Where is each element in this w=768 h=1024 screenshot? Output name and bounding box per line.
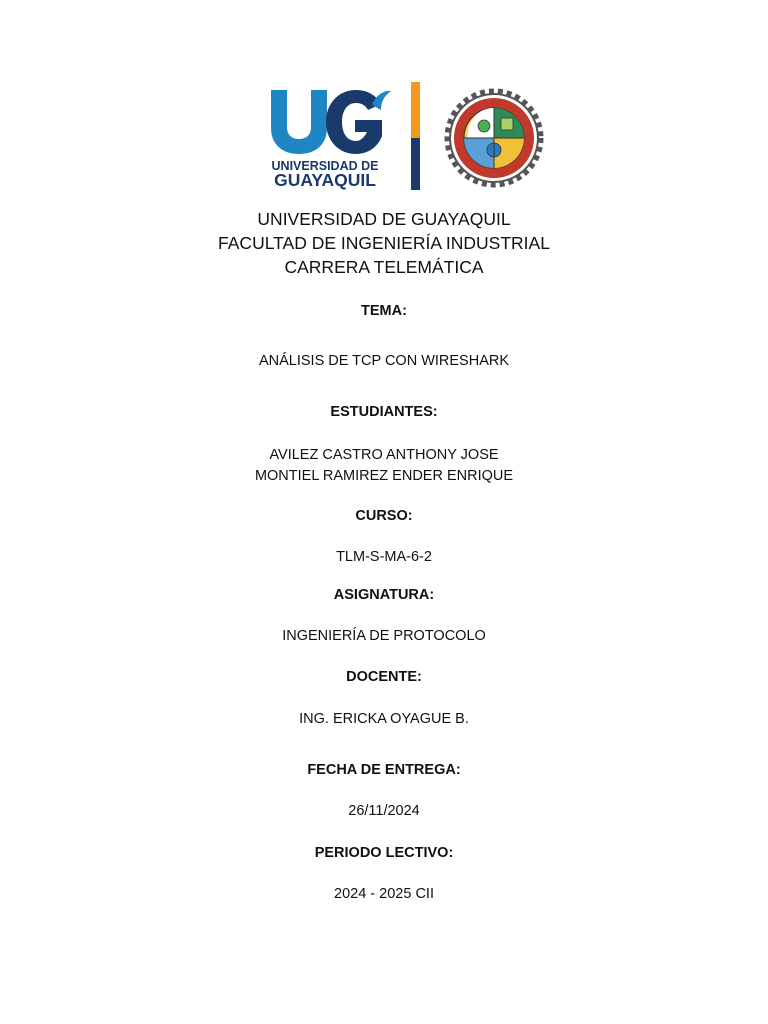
- tema-label: TEMA:: [361, 303, 407, 319]
- logo-divider: [411, 82, 420, 190]
- asignatura-label: ASIGNATURA:: [333, 587, 435, 603]
- student-name: MONTIEL RAMIREZ ENDER ENRIQUE: [254, 468, 514, 484]
- ug-u-letter: [271, 90, 327, 154]
- ug-swoosh: [372, 91, 391, 110]
- logos-header: [268, 80, 548, 192]
- student-name: AVILEZ CASTRO ANTHONY JOSE: [269, 447, 499, 463]
- docente-value: ING. ERICKA OYAGUE B.: [299, 711, 469, 727]
- institution-header: [0, 207, 768, 279]
- fecha-label: FECHA DE ENTREGA:: [307, 762, 461, 778]
- docente-label: DOCENTE:: [346, 669, 422, 685]
- curso-value: TLM-S-MA-6-2: [336, 549, 432, 565]
- tema-value: ANÁLISIS DE TCP CON WIRESHARK: [258, 353, 510, 369]
- faculty-name: FACULTAD DE INGENIERÍA INDUSTRIAL: [218, 233, 550, 253]
- periodo-value: 2024 - 2025 CII: [334, 886, 434, 902]
- periodo-label: PERIODO LECTIVO:: [314, 845, 454, 861]
- ug-g-letter: [326, 90, 382, 154]
- asignatura-value: INGENIERÍA DE PROTOCOLO: [282, 628, 486, 644]
- university-name: UNIVERSIDAD DE GUAYAQUIL: [257, 209, 511, 229]
- curso-label: CURSO:: [355, 508, 413, 524]
- estudiantes-label: ESTUDIANTES:: [330, 404, 438, 420]
- university-logo: [268, 80, 408, 192]
- ug-logo-line2: GUAYAQUIL: [274, 170, 376, 190]
- ug-logo-line1: UNIVERSIDAD DE: [271, 159, 379, 173]
- faculty-seal: [444, 88, 544, 188]
- career-name: CARRERA TELEMÁTICA: [284, 257, 484, 277]
- fecha-value: 26/11/2024: [348, 803, 420, 819]
